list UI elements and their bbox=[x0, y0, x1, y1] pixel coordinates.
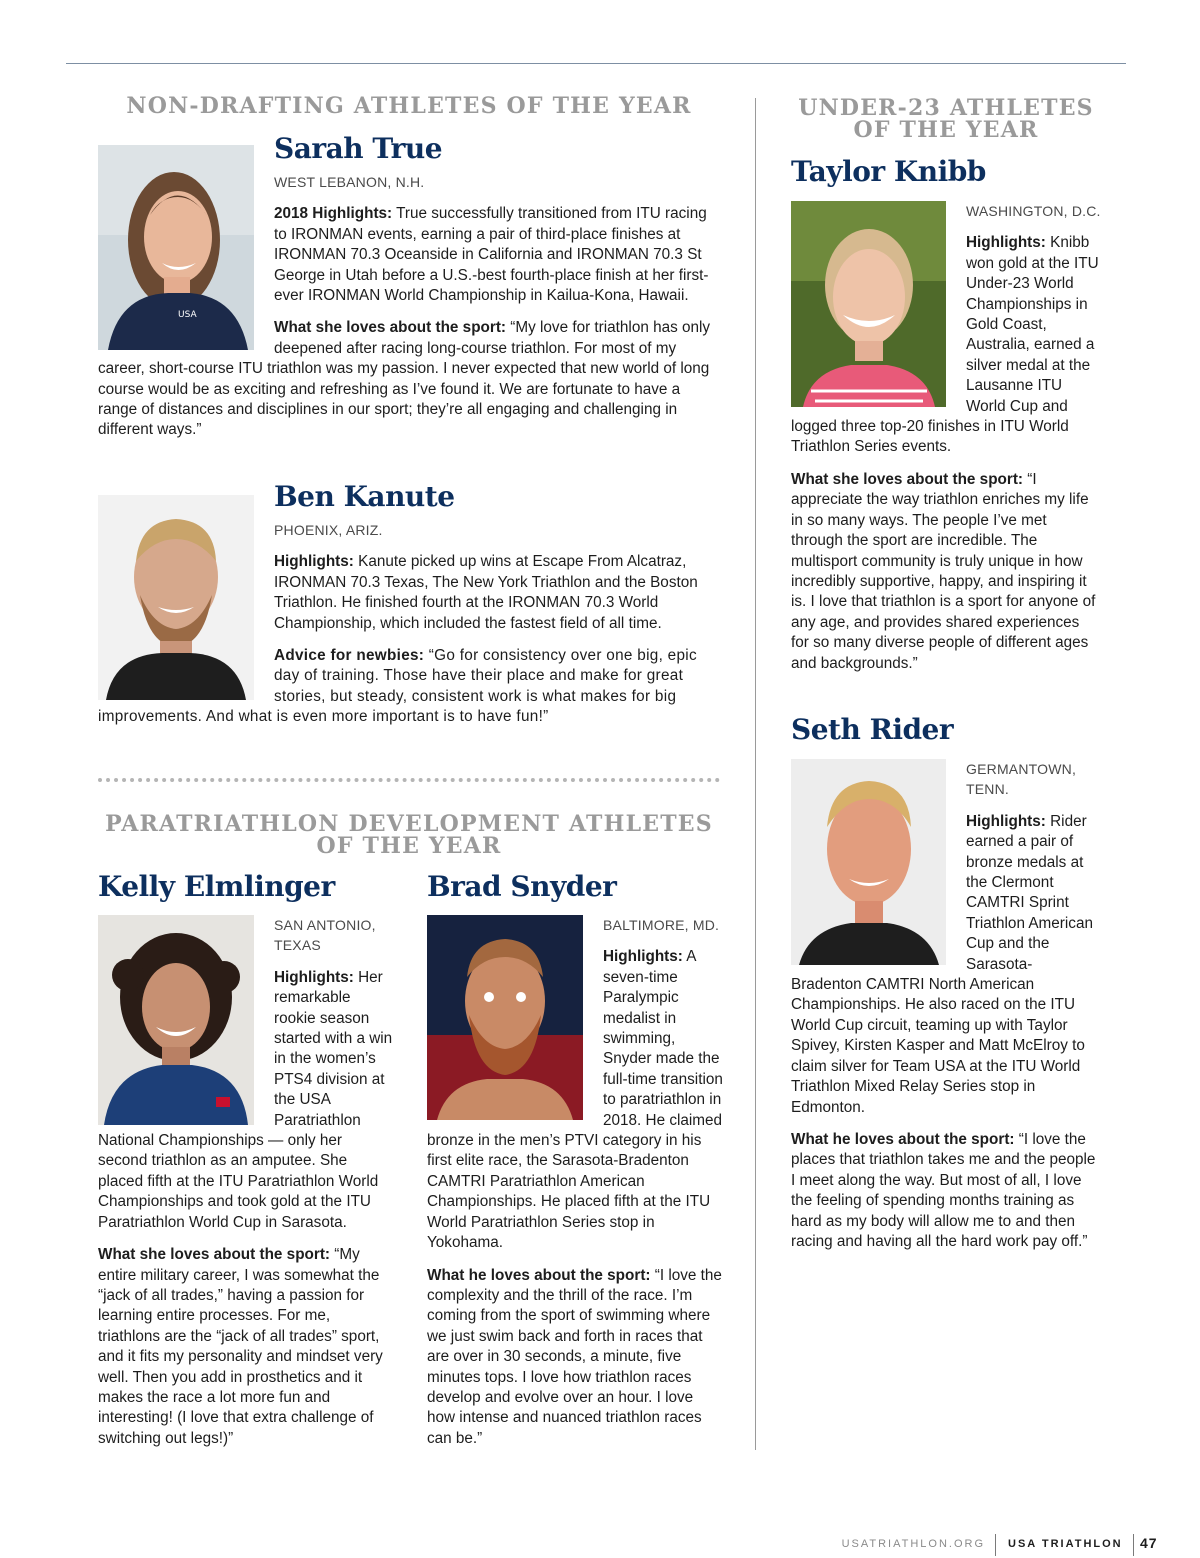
section-heading-under23 bbox=[790, 97, 1102, 141]
highlights-text: Rider earned a pair of bronze medals at the Clermont CAMTRI Sprint Triathlon American Cup and the Sarasota-Bradenton CAMTRI North American Championships. He also raced on the ITU World Cup circuit, teaming up with Taylor Spivey, Kirsten Kasper and Matt McElroy to claim silver for Team USA at the ITU World Triathlon Mixed Relay Series stop in Edmonton. bbox=[791, 812, 1093, 1116]
footer-divider bbox=[995, 1534, 996, 1556]
athlete-name: Ben Kanute bbox=[274, 480, 455, 513]
svg-text:USA: USA bbox=[178, 310, 197, 320]
highlights-text: Her remarkable rookie season started with a win in the women’s PTS4 division at the USA Paratriathlon National Championships — only her second triathlon as an amputee. She placed fifth at the ITU Paratriathlon World Championships and took gold at the ITU Paratriathlon World Cup in Sarasota. bbox=[98, 968, 393, 1231]
column-divider bbox=[755, 98, 756, 1450]
athlete-name: Sarah True bbox=[274, 132, 443, 165]
athlete-profile-kelly-elmlinger bbox=[98, 915, 394, 1461]
quote-label: What she loves about the sport: bbox=[274, 319, 507, 337]
athlete-quote bbox=[791, 470, 1101, 674]
highlights-text: Knibb won gold at the ITU Under-23 World Championships in Gold Coast, Australia, earned a silver medal at the Lausanne ITU World Cup and logged three top-20 finishes in ITU World Triathlon Series events. bbox=[791, 234, 1099, 456]
athlete-name: Kelly Elmlinger bbox=[98, 870, 335, 903]
highlights-text: True successfully transitioned from ITU racing to IRONMAN events, earning a pair of third-place finishes at IRONMAN 70.3 Oceanside in California and IRONMAN 70.3 St George in Utah before a U.S.-best fourth-place finish at her first-ever IRONMAN World Championship in Kailua-Kona, Hawaii. bbox=[274, 205, 709, 305]
section-heading-line: OF THE YEAR bbox=[853, 117, 1039, 143]
athlete-location: GERMANTOWN, TENN. bbox=[966, 761, 1077, 798]
athlete-location: WASHINGTON, D.C. bbox=[966, 203, 1101, 219]
athlete-photo bbox=[791, 201, 946, 407]
quote-text: “I love the places that triathlon takes me and the people I meet along the way. But most of all, I love the feeling of spending months training as hard as my body will allow me to and then racing and having all the hard work pay off.” bbox=[791, 1130, 1096, 1250]
page-footer bbox=[0, 1535, 1200, 1552]
highlights-label: Highlights: bbox=[603, 948, 683, 966]
athlete-quote bbox=[98, 1245, 394, 1449]
athlete-photo bbox=[427, 915, 583, 1120]
quote-label: Advice for newbies: bbox=[274, 647, 425, 665]
athlete-profile-brad-snyder bbox=[427, 915, 723, 1461]
athlete-name: Brad Snyder bbox=[427, 870, 617, 903]
athlete-location: SAN ANTONIO, TEXAS bbox=[274, 917, 376, 954]
footer-divider bbox=[1133, 1534, 1134, 1556]
page-number: 47 bbox=[1140, 1535, 1158, 1551]
section-heading-non-drafting: NON-DRAFTING ATHLETES OF THE YEAR bbox=[126, 93, 692, 119]
quote-text: “I appreciate the way triathlon enriches my life in so many ways. The people I’ve met through the sport are incredible. The multisport community is truly unique in how incredibly supportive, happy, and inspiring it is. I love that triathlon is a sport for anyone of any age, and provides shared experiences for so many diverse people of different ages and backgrounds.” bbox=[791, 470, 1096, 672]
athlete-quote bbox=[791, 1130, 1101, 1252]
athlete-photo bbox=[791, 759, 946, 965]
section-heading-paratriathlon bbox=[98, 813, 720, 857]
quote-label: What he loves about the sport: bbox=[791, 1130, 1015, 1148]
athlete-name: Seth Rider bbox=[791, 713, 954, 746]
quote-text: “Go for consistency over one big, epic day of training. Those have their place and make for great stories, but steady, consistent work is what makes for big improvements. And what is even more important is to have fun!” bbox=[98, 647, 697, 726]
athlete-photo bbox=[98, 915, 254, 1125]
athlete-location: BALTIMORE, MD. bbox=[603, 917, 720, 933]
quote-label: What he loves about the sport: bbox=[427, 1266, 651, 1284]
section-heading-line: UNDER-23 ATHLETES bbox=[798, 95, 1094, 121]
quote-label: What she loves about the sport: bbox=[791, 470, 1024, 488]
athlete-profile-ben-kanute bbox=[98, 520, 720, 740]
highlights-label: Highlights: bbox=[966, 812, 1046, 830]
highlights-text: Kanute picked up wins at Escape From Alcatraz, IRONMAN 70.3 Texas, The New York Triathlon and the Boston Triathlon. He finished fourth at the IRONMAN 70.3 World Championship, which included the fastest field of all time. bbox=[274, 553, 698, 632]
athlete-quote bbox=[427, 1266, 723, 1450]
athlete-photo bbox=[98, 145, 254, 350]
athlete-name: Taylor Knibb bbox=[791, 155, 986, 188]
quote-text: “My entire military career, I was somewhat the “jack of all trades,” having a passion for learning entire processes. For me, triathlons are the “jack of all trades” sport, and it fits my personality and mindset very well. Then you add in prosthetics and it makes the race a lot more fun and interesting! (I love that extra challenge of switching out legs!)” bbox=[98, 1246, 383, 1447]
footer-website: USATRIATHLON.ORG bbox=[841, 1538, 985, 1550]
quote-text: “My love for triathlon has only deepened after racing long-course triathlon. For most of my career, short-course ITU triathlon was my passion. I never expected that new world of long course would be as exciting and refreshing as I’ve found it. We are fortunate to have a range of distances and disciplines in our sport; they’re all engaging and challenging in different ways.” bbox=[98, 319, 711, 439]
section-heading-line: PARATRIATHLON DEVELOPMENT ATHLETES bbox=[105, 811, 713, 837]
athlete-profile-seth-rider bbox=[791, 759, 1101, 1264]
highlights-label: Highlights: bbox=[966, 234, 1046, 252]
athlete-profile-taylor-knibb bbox=[791, 201, 1101, 686]
section-divider bbox=[98, 778, 720, 782]
quote-text: “I love the complexity and the thrill of the race. I’m coming from the sport of swimming where we just swim back and forth in races that are over in 30 seconds, a minute, five minutes tops. I love how triathlon races develop and evolve over an hour. I love how intense and nuanced triathlon races can be.” bbox=[427, 1266, 722, 1447]
footer-brand: USA TRIATHLON bbox=[1008, 1538, 1123, 1550]
athlete-location: PHOENIX, ARIZ. bbox=[274, 522, 383, 538]
athlete-location: WEST LEBANON, N.H. bbox=[274, 174, 425, 190]
athlete-profile-sarah-true bbox=[98, 172, 720, 453]
quote-label: What she loves about the sport: bbox=[98, 1246, 331, 1264]
athlete-photo bbox=[98, 495, 254, 700]
top-rule bbox=[66, 63, 1126, 64]
highlights-label: Highlights: bbox=[274, 968, 354, 986]
highlights-label: Highlights: bbox=[274, 553, 354, 571]
highlights-label: 2018 Highlights: bbox=[274, 205, 393, 223]
section-heading-line: OF THE YEAR bbox=[316, 833, 502, 859]
highlights-text: A seven-time Paralympic medalist in swimming, Snyder made the full-time transition to paratriathlon in 2018. He claimed bronze in the men’s PTVI category in his first elite race, the Sarasota-Bradenton CAMTRI Paratriathlon American Championships. He placed fifth at the ITU World Paratriathlon Series stop in Yokohama. bbox=[427, 948, 723, 1252]
